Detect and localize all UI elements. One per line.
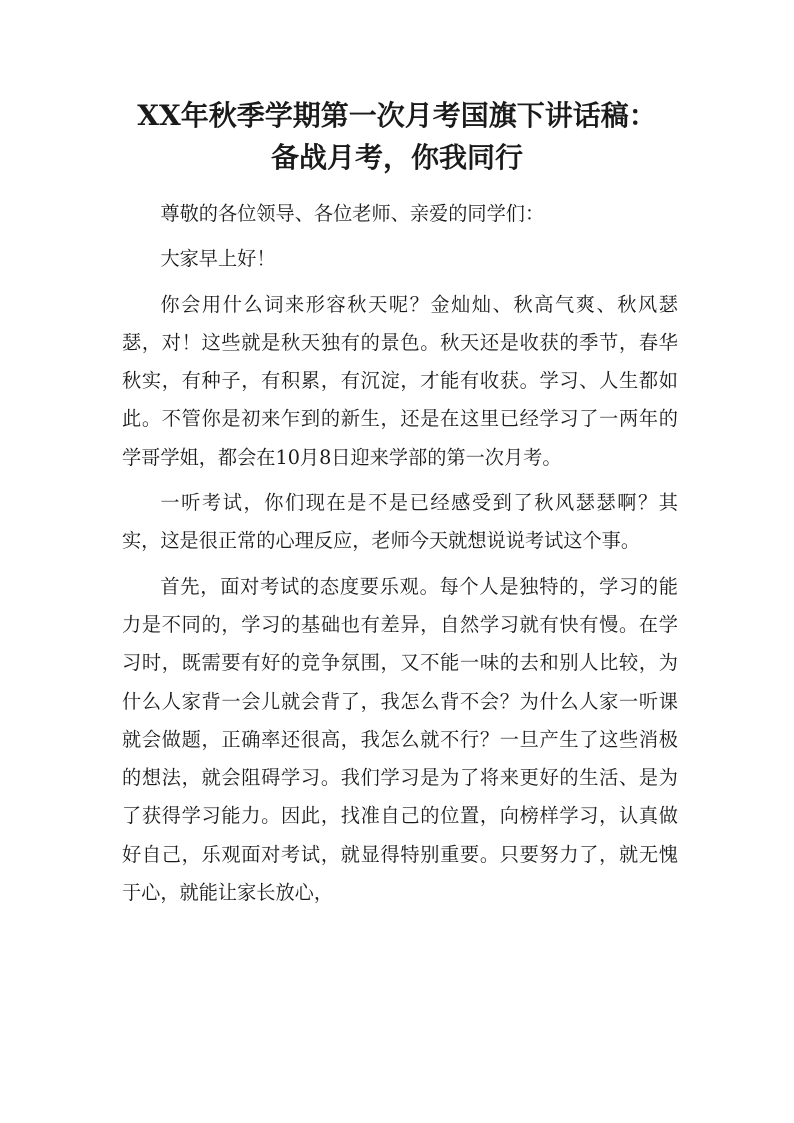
attitude-paragraph: 首先，面对考试的态度要乐观。每个人是独特的，学习的能力是不同的，学习的基础也有差异，自然学习就有快有慢。在学习时，既需要有好的竞争氛围，又不能一味的去和别人比较，为什么人家背一会儿就会背了，我怎么背不会？为什么人家一听课就会做题，正确率还很高，我怎么就不行？一旦产生了这些消极的想法，就会阻碍学习。我们学习是为了将来更好的生活、是为了获得学习能力。因此，找准自己的位置，向榜样学习，认真做好自己，乐观面对考试，就显得特别重要。只要努力了，就无愧于心，就能让家长放心， [122,574,678,905]
document-title-line-2: 备战月考，你我同行 [270,141,523,174]
salutation-paragraph: 尊敬的各位领导、各位老师、亲爱的同学们： [160,202,545,225]
document-title-line-1: XX年秋季学期第一次月考国旗下讲话稿： [137,99,657,132]
exam-reaction-paragraph: 一听考试，你们现在是不是已经感受到了秋风瑟瑟啊？其实，这是很正常的心理反应，老师今天就想说说考试这个事。 [122,491,678,553]
greeting-paragraph: 大家早上好！ [160,247,276,271]
document-body [122,195,678,919]
autumn-paragraph: 你会用什么词来形容秋天呢？金灿灿、秋高气爽、秋风瑟瑟，对！这些就是秋天独有的景色。秋天还是收获的季节，春华秋实，有种子，有积累，有沉淀，才能有收获。学习、人生都如此。不管你是初来乍到的新生，还是在这里已经学习了一两年的学哥学姐，都会在10月8日迎来学部的第一次月考。 [122,292,678,469]
